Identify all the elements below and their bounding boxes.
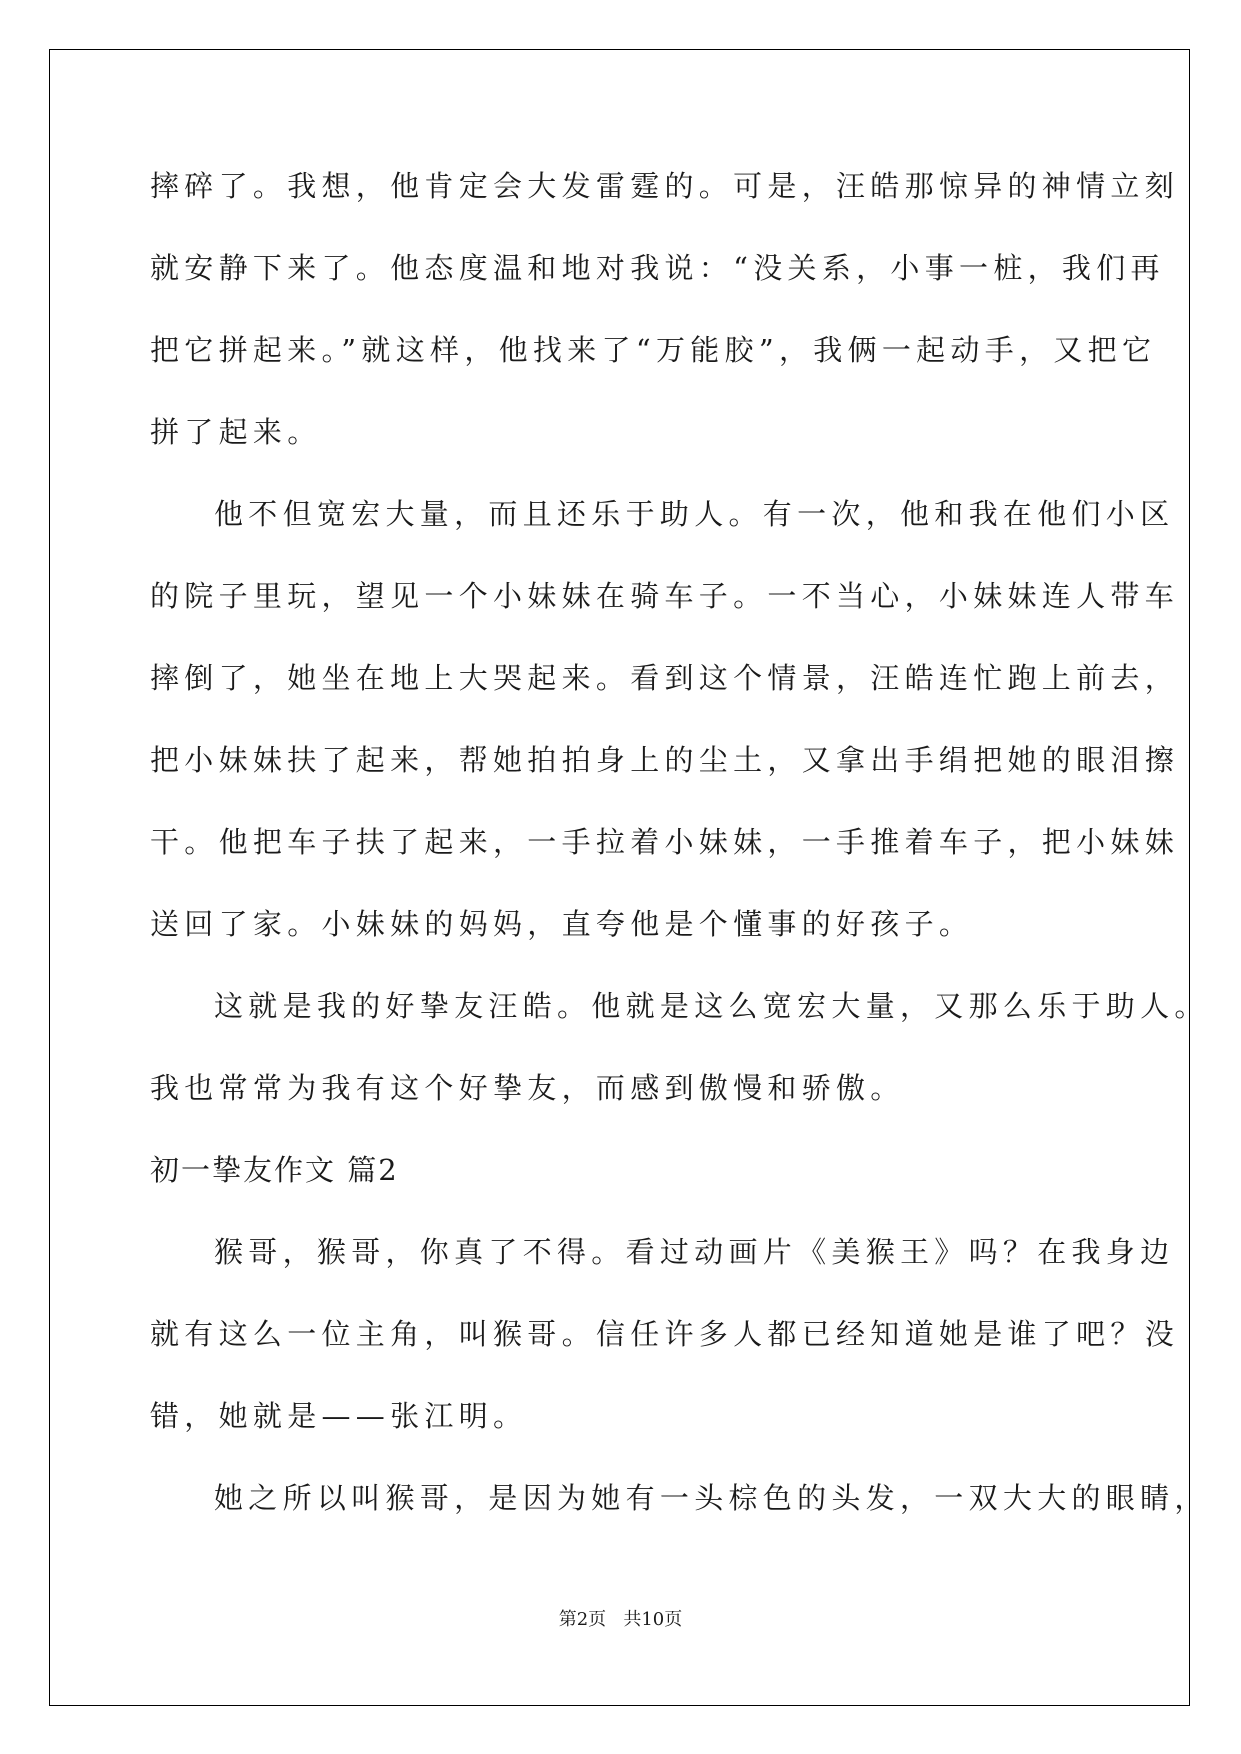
body-line: 拼了起来。	[150, 415, 322, 449]
section-heading: 初一挚友作文 篇2	[150, 1153, 399, 1187]
body-line: 她之所以叫猴哥，是因为她有一头棕色的头发，一双大大的眼睛，	[214, 1481, 1209, 1515]
body-line: 的院子里玩，望见一个小妹妹在骑车子。一不当心，小妹妹连人带车	[150, 579, 1180, 613]
body-line: 猴哥，猴哥，你真了不得。看过动画片《美猴王》吗？在我身边	[214, 1235, 1175, 1269]
body-line: 摔碎了。我想，他肯定会大发雷霆的。可是，汪皓那惊异的神情立刻	[150, 169, 1180, 203]
body-line: 他不但宽宏大量，而且还乐于助人。有一次，他和我在他们小区	[214, 497, 1175, 531]
body-line: 摔倒了，她坐在地上大哭起来。看到这个情景，汪皓连忙跑上前去，	[150, 661, 1180, 695]
body-line: 送回了家。小妹妹的妈妈，直夸他是个懂事的好孩子。	[150, 907, 974, 941]
body-line: 就有这么一位主角，叫猴哥。信任许多人都已经知道她是谁了吧？没	[150, 1317, 1180, 1351]
page-number-footer: 第2页 共10页	[558, 1609, 683, 1630]
body-line: 把小妹妹扶了起来，帮她拍拍身上的尘土，又拿出手绢把她的眼泪擦	[150, 743, 1180, 777]
body-line: 就安静下来了。他态度温和地对我说：“没关系，小事一桩，我们再	[150, 251, 1165, 285]
body-line: 干。他把车子扶了起来，一手拉着小妹妹，一手推着车子，把小妹妹	[150, 825, 1180, 859]
body-line: 把它拼起来。”就这样，他找来了“万能胶”，我俩一起动手，又把它	[150, 333, 1157, 367]
body-line: 我也常常为我有这个好挚友，而感到傲慢和骄傲。	[150, 1071, 905, 1105]
page-border	[49, 49, 1190, 1706]
body-line: 这就是我的好挚友汪皓。他就是这么宽宏大量，又那么乐于助人。	[214, 989, 1209, 1023]
body-line: 错，她就是——张江明。	[150, 1399, 528, 1433]
